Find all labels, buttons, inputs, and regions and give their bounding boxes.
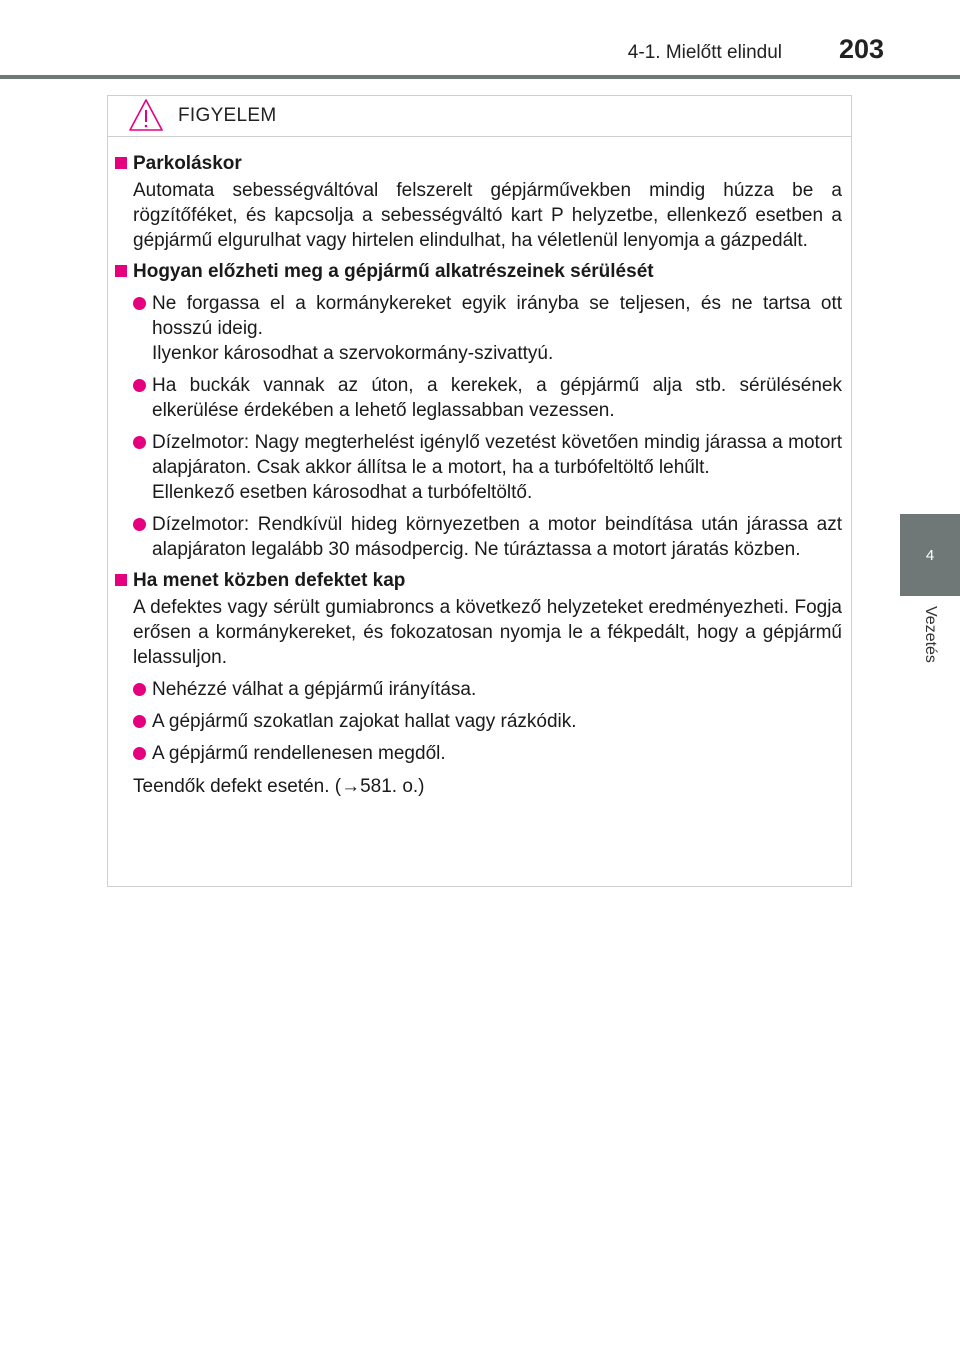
list-item-text: Ne forgassa el a kormánykereket egyik irányba se teljesen, és ne tartsa ott hosszú ideig. [152, 293, 842, 339]
warning-header [108, 96, 851, 137]
round-bullet-icon [133, 518, 146, 531]
list-item [115, 741, 842, 766]
chapter-tab [900, 514, 960, 596]
list-item-text: A gépjármű rendellenesen megdől. [152, 743, 446, 764]
round-bullet-icon [133, 747, 146, 760]
list-item [115, 709, 842, 734]
list-item [115, 291, 842, 366]
section-paragraph: Automata sebességváltóval felszerelt gépjárművekben mindig húzza be a rögzítőféket, és kapcsolja a sebességváltó kart P helyzetbe, ellenkező esetben a gépjármű elgurulhat vagy hirtelen elindulhat, ha véletlenül lenyomja a gázpedált. [133, 180, 842, 251]
list-item-text: Dízelmotor: Rendkívül hideg környezetben a motor beindítása után járassa azt alapjáraton legalább 30 másodpercig. Ne túráztassa a motort járatás közben. [152, 514, 842, 560]
warning-title: FIGYELEM [178, 105, 277, 126]
section-paragraph: A defektes vagy sérült gumiabroncs a következő helyzeteket eredményezheti. Fogja erősen a kormánykereket, és fokozatosan nyomja le a fékpedált, hogy a gépjármű lelassuljon. [133, 597, 842, 668]
round-bullet-icon [133, 297, 146, 310]
round-bullet-icon [133, 715, 146, 728]
list-item-note: Ilyenkor károsodhat a szervokormány-szivattyú. [152, 343, 554, 364]
chapter-number: 4 [925, 546, 935, 564]
section-heading [115, 151, 842, 176]
list-item-note: Ellenkező esetben károsodhat a turbófeltöltő. [152, 482, 533, 503]
page-number: 203 [838, 34, 884, 64]
warning-body [108, 137, 851, 799]
section-heading-text: Parkoláskor [133, 153, 242, 174]
list-item-text: Dízelmotor: Nagy megterhelést igénylő vezetést követően mindig járassa a motort alapjáraton. Csak akkor állítsa le a motort, ha a turbófeltöltő lehűlt. [152, 432, 842, 478]
list-item-text: Ha buckák vannak az úton, a kerekek, a gépjármű alja stb. sérülésének elkerülése érdekében a lehető leglassabban vezessen. [152, 375, 842, 421]
square-bullet-icon [115, 157, 127, 169]
list-item-text: Nehézzé válhat a gépjármű irányítása. [152, 679, 477, 700]
list-item [115, 677, 842, 702]
round-bullet-icon [133, 379, 146, 392]
warning-triangle-icon [128, 98, 164, 132]
round-bullet-icon [133, 436, 146, 449]
section-heading [115, 259, 842, 284]
list-item [115, 512, 842, 562]
section-heading [115, 568, 842, 593]
page-reference-link[interactable]: Teendők defekt esetén. (→581. o.) [133, 776, 425, 797]
section-heading-text: Ha menet közben defektet kap [133, 570, 406, 591]
section-title: 4-1. Mielőtt elindul [627, 42, 782, 63]
chapter-name: Vezetés [922, 606, 939, 663]
header-rule [0, 75, 960, 79]
list-item [115, 373, 842, 423]
list-item [115, 430, 842, 505]
square-bullet-icon [115, 574, 127, 586]
list-item-text: A gépjármű szokatlan zajokat hallat vagy rázkódik. [152, 711, 577, 732]
round-bullet-icon [133, 683, 146, 696]
warning-box [107, 95, 852, 887]
square-bullet-icon [115, 265, 127, 277]
section-heading-text: Hogyan előzheti meg a gépjármű alkatrészeinek sérülését [133, 261, 654, 282]
